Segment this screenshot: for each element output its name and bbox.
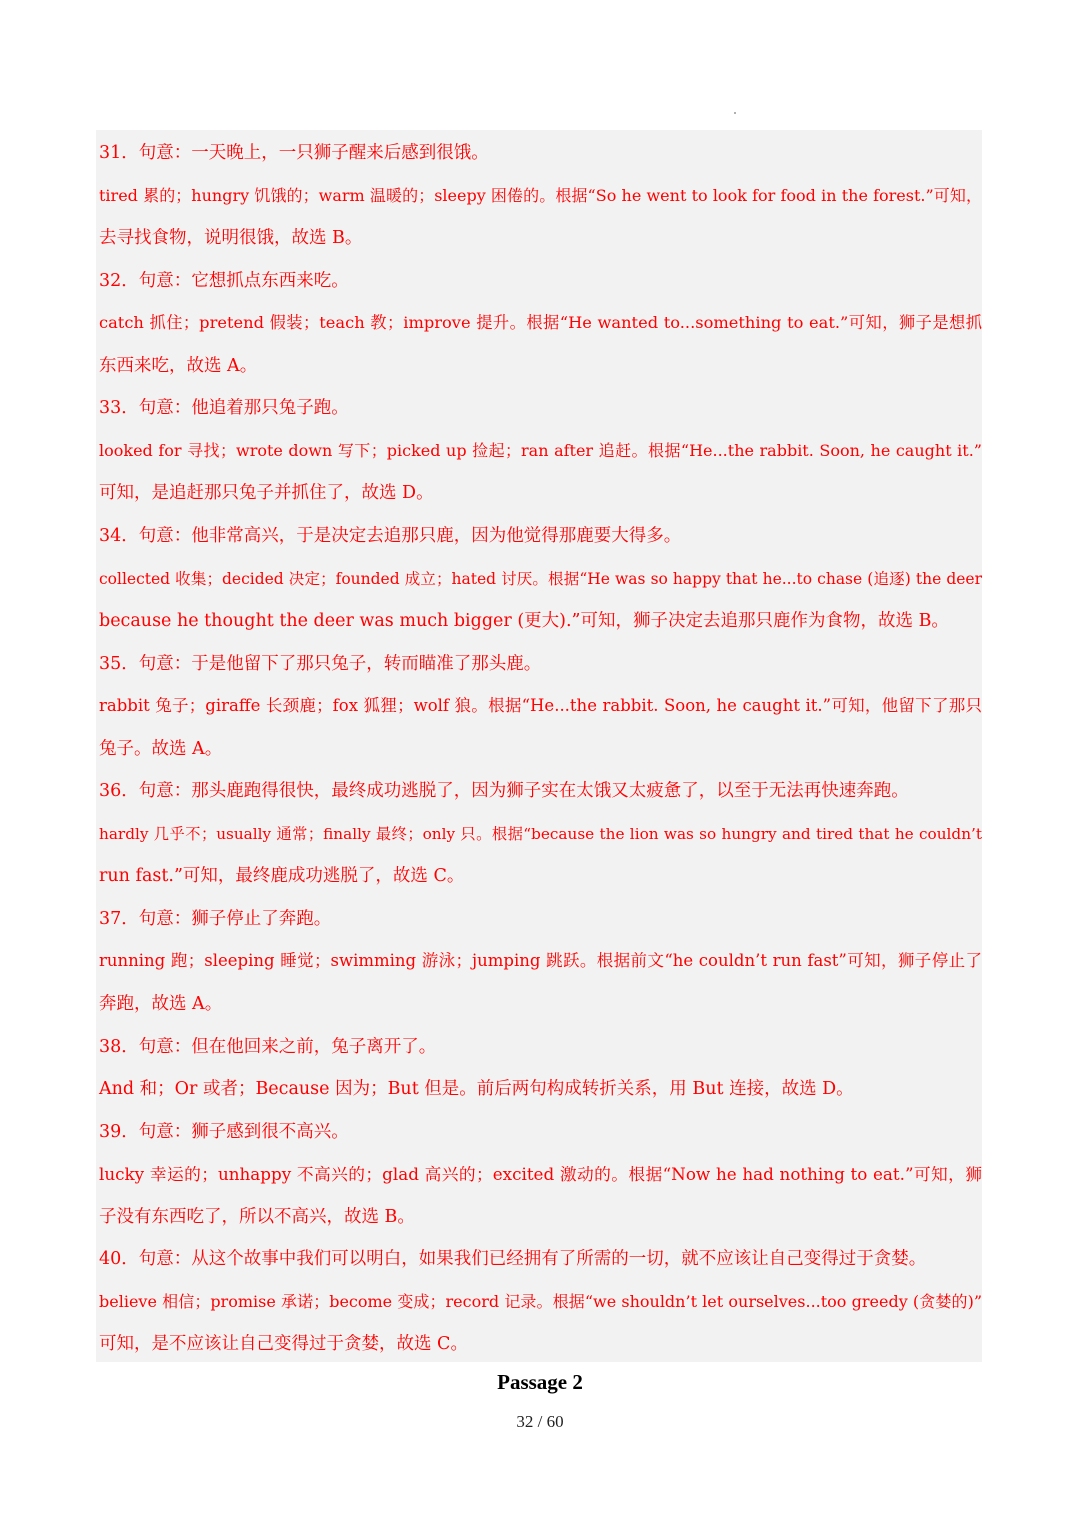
passage-title: Passage 2 xyxy=(497,1370,583,1394)
question-translation: 36．句意：那头鹿跑得很快，最终成功逃脱了，因为狮子实在太饿又太疲惫了，以至于无法再快速奔跑。 xyxy=(99,781,909,802)
question-translation: 34．句意：他非常高兴，于是决定去追那只鹿，因为他觉得那鹿要大得多。 xyxy=(99,525,682,546)
explanation-line: believe 相信；promise 承诺；become 变成；record 记录。根据“we shouldn’t let ourselves...too greedy (贪婪的)” xyxy=(99,1291,982,1311)
question-translation: 35．句意：于是他留下了那只兔子，转而瞄准了那头鹿。 xyxy=(99,653,542,674)
explanation-line: 子没有东西吃了，所以不高兴，故选 B。 xyxy=(99,1206,415,1227)
question-translation: 38．句意：但在他回来之前，兔子离开了。 xyxy=(99,1036,437,1057)
explanation-line: 可知，是不应该让自己变得过于贪婪，故选 C。 xyxy=(99,1334,468,1355)
question-translation: 37．句意：狮子停止了奔跑。 xyxy=(99,908,332,929)
explanation-line: catch 抓住；pretend 假装；teach 教；improve 提升。根据“He wanted to...something to eat.”可知，狮子是想抓 xyxy=(99,313,982,333)
explanation-line: 东西来吃，故选 A。 xyxy=(99,355,258,376)
explanation-line: lucky 幸运的；unhappy 不高兴的；glad 高兴的；excited 激动的。根据“Now he had nothing to eat.”可知，狮 xyxy=(99,1164,982,1185)
explanation-line: looked for 寻找；wrote down 写下；picked up 捡起；ran after 追赶。根据“He...the rabbit. Soon, he caught it.” xyxy=(99,440,982,460)
explanation-line: 兔子。故选 A。 xyxy=(99,738,223,759)
explanation-line: 去寻找食物，说明很饿，故选 B。 xyxy=(99,228,363,249)
explanation-line: rabbit 兔子；giraffe 长颈鹿；fox 狐狸；wolf 狼。根据“He...the rabbit. Soon, he caught it.”可知，他留下了那只 xyxy=(99,696,982,716)
answer-explanations xyxy=(96,130,982,1362)
question-translation: 32．句意：它想抓点东西来吃。 xyxy=(99,270,349,291)
explanation-line: And 和；Or 或者；Because 因为；But 但是。前后两句构成转折关系，用 But 连接，故选 D。 xyxy=(99,1079,854,1100)
explanation-line: because he thought the deer was much bigger (更大).”可知，狮子决定去追那只鹿作为食物，故选 B。 xyxy=(99,611,949,632)
explanation-line: run fast.”可知，最终鹿成功逃脱了，故选 C。 xyxy=(99,866,465,887)
explanation-line: tired 累的；hungry 饥饿的；warm 温暖的；sleepy 困倦的。根据“So he went to look for food in the forest.”可知， xyxy=(99,185,982,205)
explanation-line: collected 收集；decided 决定；founded 成立；hated 讨厌。根据“He was so happy that he...to chase (追逐) the deer xyxy=(99,569,982,588)
question-translation: 33．句意：他追着那只兔子跑。 xyxy=(99,398,349,419)
explanation-line: running 跑；sleeping 睡觉；swimming 游泳；jumping 跳跃。根据前文“he couldn’t run fast”可知，狮子停止了 xyxy=(99,951,982,971)
explanation-line: 可知，是追赶那只兔子并抓住了，故选 D。 xyxy=(99,483,434,504)
scan-dot xyxy=(734,112,736,114)
explanation-line: 奔跑，故选 A。 xyxy=(99,994,223,1014)
question-translation: 31．句意：一天晚上，一只狮子醒来后感到很饿。 xyxy=(99,143,489,163)
page-number: 32 / 60 xyxy=(516,1412,564,1431)
question-translation: 39．句意：狮子感到很不高兴。 xyxy=(99,1121,349,1142)
question-translation: 40．句意：从这个故事中我们可以明白，如果我们已经拥有了所需的一切，就不应该让自己变得过于贪婪。 xyxy=(99,1249,927,1270)
explanation-line: hardly 几乎不；usually 通常；finally 最终；only 只。根据“because the lion was so hungry and tired that he couldn’t xyxy=(99,824,982,843)
